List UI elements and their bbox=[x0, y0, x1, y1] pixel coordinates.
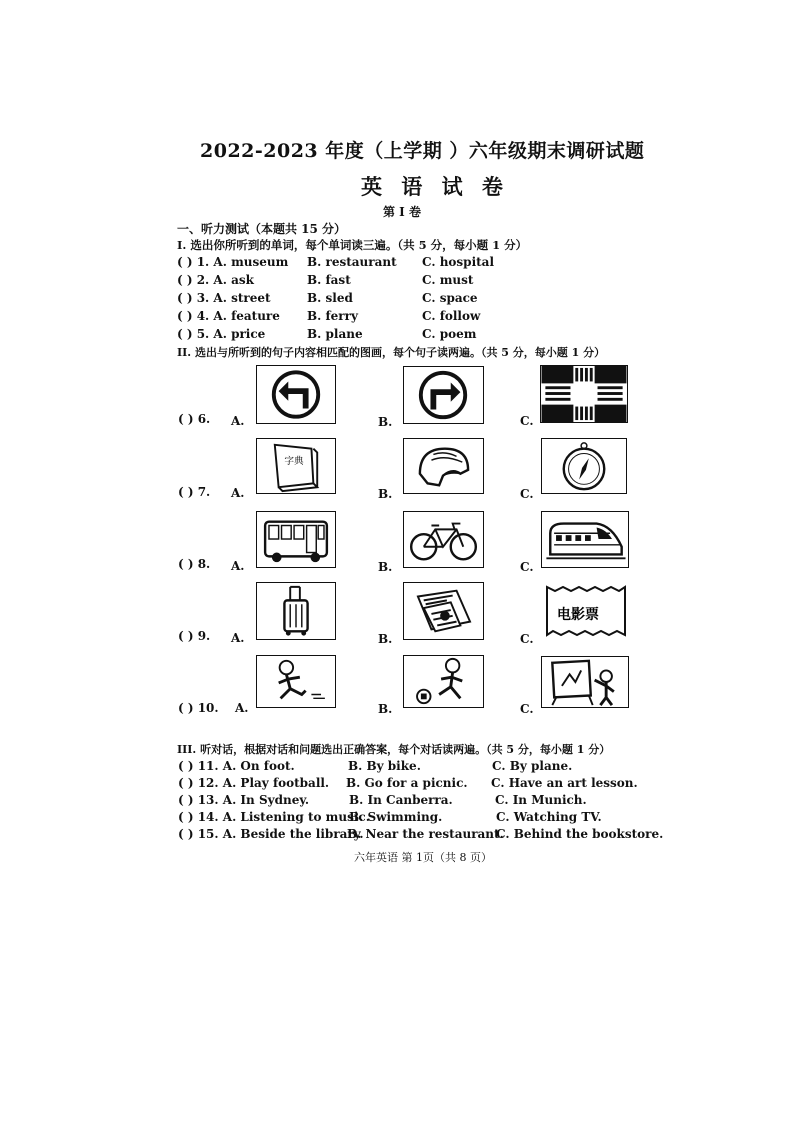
helmet-icon bbox=[403, 438, 484, 494]
question-15-option-b: B. Near the restaurant. bbox=[347, 827, 504, 841]
question-9-label-b: B. bbox=[378, 632, 393, 646]
question-11: ( ) 11. A. On foot. bbox=[178, 759, 295, 773]
question-13-option-c: C. In Munich. bbox=[495, 793, 587, 807]
boy-playing-football-icon bbox=[403, 655, 484, 708]
dictionary-text: 字典 bbox=[284, 456, 304, 468]
volume-label: 第 I 卷 bbox=[383, 205, 421, 219]
newspapers-icon bbox=[403, 582, 484, 640]
question-12: ( ) 12. A. Play football. bbox=[178, 776, 330, 790]
question-7: ( ) 7. bbox=[178, 485, 211, 499]
movie-ticket-icon bbox=[541, 583, 629, 639]
question-6: ( ) 6. bbox=[178, 412, 211, 426]
exam-title: 2022-2023 年度（上学期 ）六年级期末调研试题 bbox=[200, 140, 645, 162]
question-8: ( ) 8. bbox=[178, 557, 211, 571]
question-11-option-b: B. By bike. bbox=[348, 759, 421, 773]
suitcase-icon bbox=[256, 582, 336, 640]
question-12-option-c: C. Have an art lesson. bbox=[491, 776, 638, 790]
question-13-option-b: B. In Canberra. bbox=[349, 793, 453, 807]
question-3-option-b: B. sled bbox=[307, 291, 353, 305]
question-6-label-a: A. bbox=[231, 414, 245, 428]
question-14: ( ) 14. A. Listening to music. bbox=[178, 810, 370, 824]
question-10: ( ) 10. bbox=[178, 701, 219, 715]
question-8-label-b: B. bbox=[378, 560, 393, 574]
question-3-option-c: C. space bbox=[422, 291, 478, 305]
page-footer: 六年英语 第 1页（共 8 页） bbox=[354, 851, 492, 864]
turn-left-sign-icon bbox=[256, 365, 336, 424]
high-speed-train-icon bbox=[541, 511, 629, 568]
question-1-option-b: B. restaurant bbox=[307, 255, 397, 269]
exam-subtitle: 英 语 试 卷 bbox=[361, 174, 509, 199]
question-10-label-c: C. bbox=[520, 702, 534, 716]
question-8-label-a: A. bbox=[231, 559, 245, 573]
question-14-option-b: B. Swimming. bbox=[349, 810, 443, 824]
crosswalk-icon bbox=[540, 365, 628, 423]
question-4-option-b: B. ferry bbox=[307, 309, 358, 323]
question-14-option-c: C. Watching TV. bbox=[496, 810, 602, 824]
turn-right-sign-icon bbox=[403, 366, 484, 424]
question-7-label-c: C. bbox=[520, 487, 534, 501]
movie-ticket-text: 电影票 bbox=[557, 607, 599, 623]
question-7-label-a: A. bbox=[231, 486, 245, 500]
question-9: ( ) 9. bbox=[178, 629, 211, 643]
boy-running-icon bbox=[256, 655, 336, 708]
question-15-option-c: C. Behind the bookstore. bbox=[496, 827, 664, 841]
question-4: ( ) 4. A. feature bbox=[177, 309, 280, 323]
bicycle-icon bbox=[403, 511, 484, 568]
bus-icon bbox=[256, 511, 336, 568]
question-5-option-b: B. plane bbox=[307, 327, 363, 341]
question-4-option-c: C. follow bbox=[422, 309, 481, 323]
question-9-label-a: A. bbox=[231, 631, 245, 645]
question-5-option-c: C. poem bbox=[422, 327, 477, 341]
section-1-heading: I. 选出你所听到的单词，每个单词读三遍。（共 5 分，每小题 1 分） bbox=[177, 238, 528, 252]
listening-section-heading: 一、听力测试（本题共 15 分） bbox=[177, 222, 347, 236]
question-15: ( ) 15. A. Beside the library. bbox=[178, 827, 364, 841]
question-13: ( ) 13. A. In Sydney. bbox=[178, 793, 310, 807]
section-2-heading: II. 选出与所听到的句子内容相匹配的图画，每个句子读两遍。（共 5 分，每小题 1 分） bbox=[177, 346, 606, 359]
boy-painting-icon bbox=[541, 656, 629, 708]
question-2: ( ) 2. A. ask bbox=[177, 273, 254, 287]
dictionary-icon bbox=[256, 438, 336, 494]
question-6-label-c: C. bbox=[520, 414, 534, 428]
section-3-heading: III. 听对话，根据对话和问题选出正确答案，每个对话读两遍。（共 5 分，每小题 1 分） bbox=[177, 743, 611, 756]
question-11-option-c: C. By plane. bbox=[492, 759, 573, 773]
question-9-label-c: C. bbox=[520, 632, 534, 646]
question-6-label-b: B. bbox=[378, 415, 393, 429]
question-8-label-c: C. bbox=[520, 560, 534, 574]
question-3: ( ) 3. A. street bbox=[177, 291, 271, 305]
question-7-label-b: B. bbox=[378, 487, 393, 501]
question-2-option-c: C. must bbox=[422, 273, 474, 287]
question-1-option-c: C. hospital bbox=[422, 255, 495, 269]
question-12-option-b: B. Go for a picnic. bbox=[346, 776, 468, 790]
question-2-option-b: B. fast bbox=[307, 273, 351, 287]
question-10-label-a: A. bbox=[235, 701, 249, 715]
question-5: ( ) 5. A. price bbox=[177, 327, 266, 341]
question-1: ( ) 1. A. museum bbox=[177, 255, 289, 269]
compass-icon bbox=[541, 438, 627, 494]
question-10-label-b: B. bbox=[378, 702, 393, 716]
